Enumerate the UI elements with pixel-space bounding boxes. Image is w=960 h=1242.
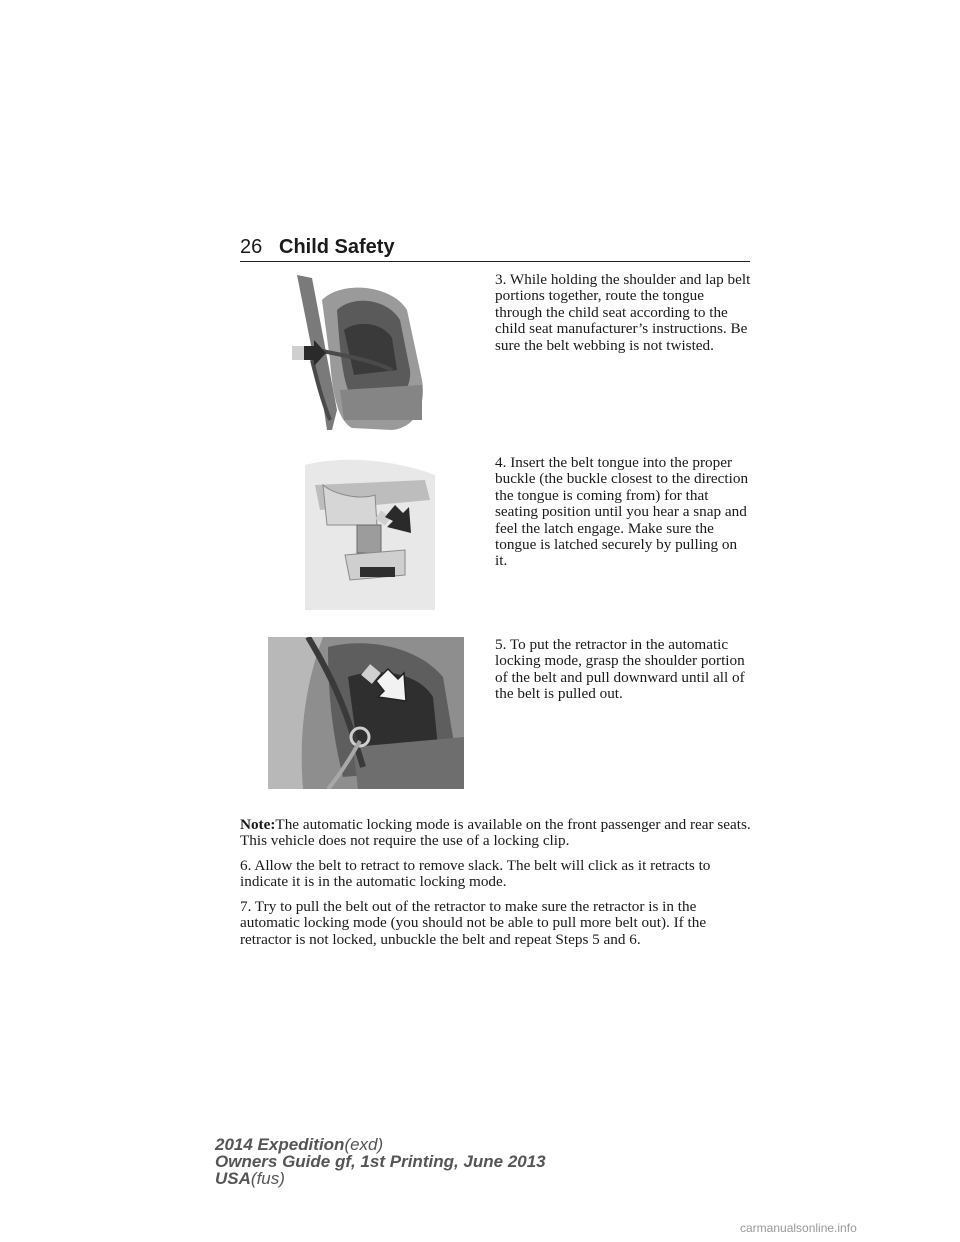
note-paragraph [240,817,752,850]
site-watermark: carmanualsonline.info [740,1221,857,1235]
note-label: Note: [240,816,276,833]
step-4-text: 4. Insert the belt tongue into the proper buckle (the buckle closest to the direction the tongue is coming from) for that seating position until you hear a snap and feel the latch engage. Make sure the tongue is latched securely by pulling on it. [495,454,749,570]
note-text: The automatic locking mode is available on the front passenger and rear seats. This vehicle does not require the use of a locking clip. [240,816,751,850]
retractor-locking-illustration [268,637,464,789]
step-5-text: 5. To put the retractor in the automatic locking mode, grasp the shoulder portion of the belt and pull downward until all of the belt is pulled out. [495,636,745,703]
document-footer [215,1136,546,1187]
footer-market-code: (fus) [250,1169,285,1188]
child-seat-belt-routing-illustration [282,270,432,435]
step-7-paragraph: 7. Try to pull the belt out of the retractor to make sure the retractor is in the automatic locking mode (you should not be able to pull more belt out). If the retractor is not locked, unbuckle the belt and repeat Steps 5 and 6. [240,898,707,948]
page-number: 26 [240,236,263,258]
step-3-text: 3. While holding the shoulder and lap belt portions together, route the tongue through the child seat according to the child seat manufacturer’s instructions. Be sure the belt webbing is not twisted. [495,271,751,354]
footer-model: 2014 Expedition [215,1135,345,1154]
section-title: Child Safety [279,236,395,258]
footer-market: USA [215,1169,251,1188]
footer-model-code: (exd) [344,1135,384,1154]
footer-printing: Owners Guide gf, 1st Printing, June 2013 [215,1152,546,1171]
step-6-paragraph: 6. Allow the belt to retract to remove slack. The belt will click as it retracts to indicate it is in the automatic locking mode. [240,857,711,891]
header-rule [240,261,750,262]
belt-buckle-insertion-illustration [305,455,435,610]
